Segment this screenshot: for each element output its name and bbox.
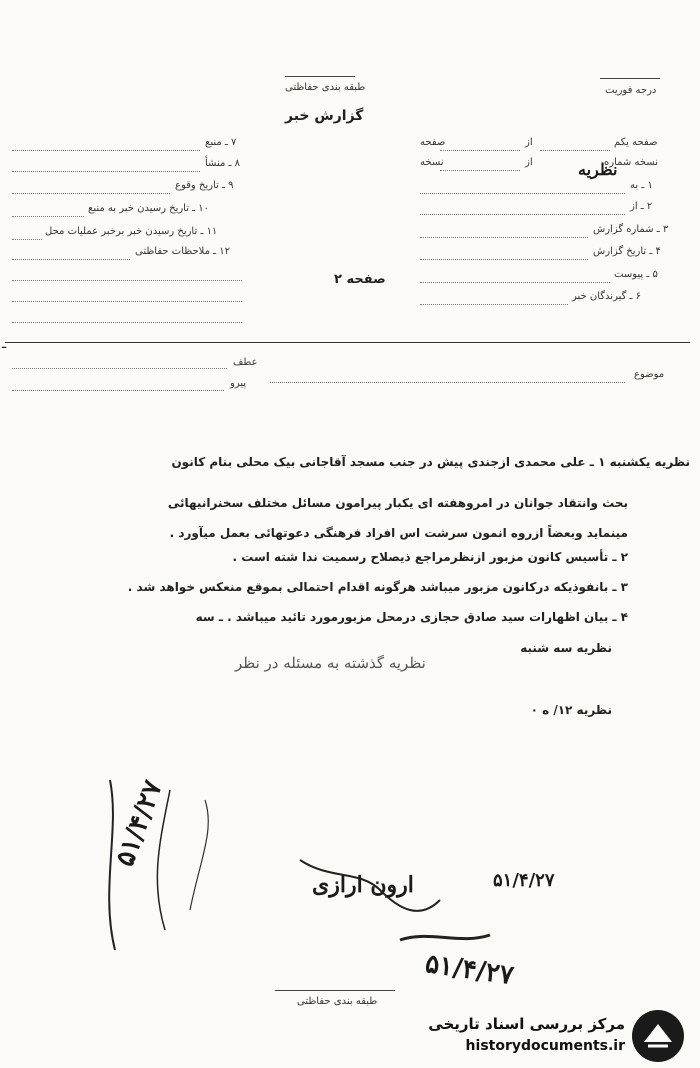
field-line (420, 304, 568, 305)
field-attachment: ۵ ـ پیوست (614, 269, 658, 280)
field-line (12, 280, 242, 281)
signature-strokes (0, 770, 700, 1010)
priority-label: درجه فوریت (605, 85, 657, 96)
bottom-date: ۵۱/۴/۲۷ (423, 948, 516, 992)
field-line (12, 216, 84, 217)
handwritten-nazar: نظریه (578, 160, 618, 179)
watermark-title: مرکز بررسی اسناد تاریخی (428, 1015, 625, 1033)
field-line (12, 150, 200, 151)
classification-bottom: طبقه بندی حفاظتی (297, 996, 378, 1007)
copy-word: نسخه (420, 157, 444, 168)
divider (285, 76, 355, 77)
field-line (440, 170, 520, 171)
page-one-label: صفحه یکم (614, 137, 658, 148)
field-line (420, 193, 625, 194)
field-line (420, 214, 625, 215)
body-line-2: بحث وانتقاد جوانان در امروهفته ای یکبار پیرامون مسائل مختلف سخنرانیهائی (167, 496, 628, 510)
field-source: ۷ ـ منبع (205, 137, 237, 148)
field-line (12, 193, 170, 194)
field-line (12, 301, 242, 302)
field-line (420, 282, 610, 283)
divider (600, 78, 660, 79)
field-to: ۱ ـ به (630, 180, 653, 191)
watermark-logo-icon (630, 1008, 686, 1064)
field-recipients: ۶ ـ گیرندگان خبر (572, 291, 642, 302)
handwritten-date: ۵۱/۴/۲۷ (493, 870, 555, 891)
section-divider (5, 342, 690, 343)
signature-name: ارون ارازی (312, 872, 414, 898)
field-line (420, 237, 588, 238)
body-line-6: ۴ ـ بیان اظهارات سید صادق حجازی درمحل مزبورمورد تائید میباشد . ـ سه (195, 610, 628, 624)
field-origin: ۸ ـ منشأ (205, 158, 241, 169)
field-line (440, 150, 520, 151)
field-from: ۲ ـ از (630, 201, 653, 212)
signature-left-date: ۵۱/۴/۲۷ (110, 776, 169, 871)
report-title: گزارش خبر (285, 108, 364, 124)
page-word: صفحه (420, 137, 446, 148)
divider (275, 990, 395, 991)
following-label: پیرو (230, 378, 247, 389)
closing-line-1: نظریه سه شنبه (520, 641, 612, 655)
body-line-4: ۲ ـ تأسیس کانون مزبور ازنظرمراجع ذیصلاح رسمیت ندا شته است . (232, 550, 628, 564)
from-label: از (525, 137, 533, 148)
field-report-date: ۴ ـ تاریخ گزارش (593, 246, 661, 257)
field-report-number: ۳ ـ شماره گزارش (593, 224, 669, 235)
page-two-label: صفحه ۲ (334, 272, 386, 287)
classification-top: طبقه بندی حفاظتی (285, 82, 366, 93)
field-occurrence-date: ۹ ـ تاریخ وقوع (175, 180, 234, 191)
field-line (12, 390, 224, 391)
reference-label: عطف (233, 357, 258, 368)
field-line (12, 322, 242, 323)
subject-label: موضوع (634, 369, 665, 380)
field-line (12, 239, 42, 240)
body-line-5: ۳ ـ بانفوذیکه درکانون مزبور میباشد هرگونه اقدام احتمالی بموقع منعکس خواهد شد . (127, 580, 628, 594)
punch-mark: ـ (2, 336, 7, 352)
watermark-url: historydocuments.ir (465, 1038, 625, 1054)
body-line-1: نظریه یکشنبه ۱ ـ علی محمدی ازجندی پیش در جنب مسجد آقاجانی بیک محلی بنام کانون (171, 455, 690, 469)
field-line (12, 171, 200, 172)
field-line (420, 259, 588, 260)
copy-number-label: نسخه شماره (604, 157, 658, 168)
field-line (270, 382, 625, 383)
field-security-notes: ۱۲ ـ ملاحظات حفاظتی (135, 246, 230, 257)
from-label: از (525, 157, 533, 168)
field-date-to-ops: ۱۱ ـ تاریخ رسیدن خبر برخبر عملیات محل (45, 226, 218, 237)
field-line (12, 259, 130, 260)
body-line-3: مینماید وبعضاً ازروه انمون سرشت اس افراد فرهنگی دعوتهائی بعمل میآورد . (169, 526, 628, 540)
field-line (540, 150, 610, 151)
closing-line-2: نظریه ۱۲/ ه ۰ (530, 703, 612, 717)
field-date-to-source: ۱۰ ـ تاریخ رسیدن خبر به منبع (88, 203, 210, 214)
handwritten-note: نظریه گذشته به مسئله در نظر (235, 654, 426, 672)
field-line (12, 368, 227, 369)
